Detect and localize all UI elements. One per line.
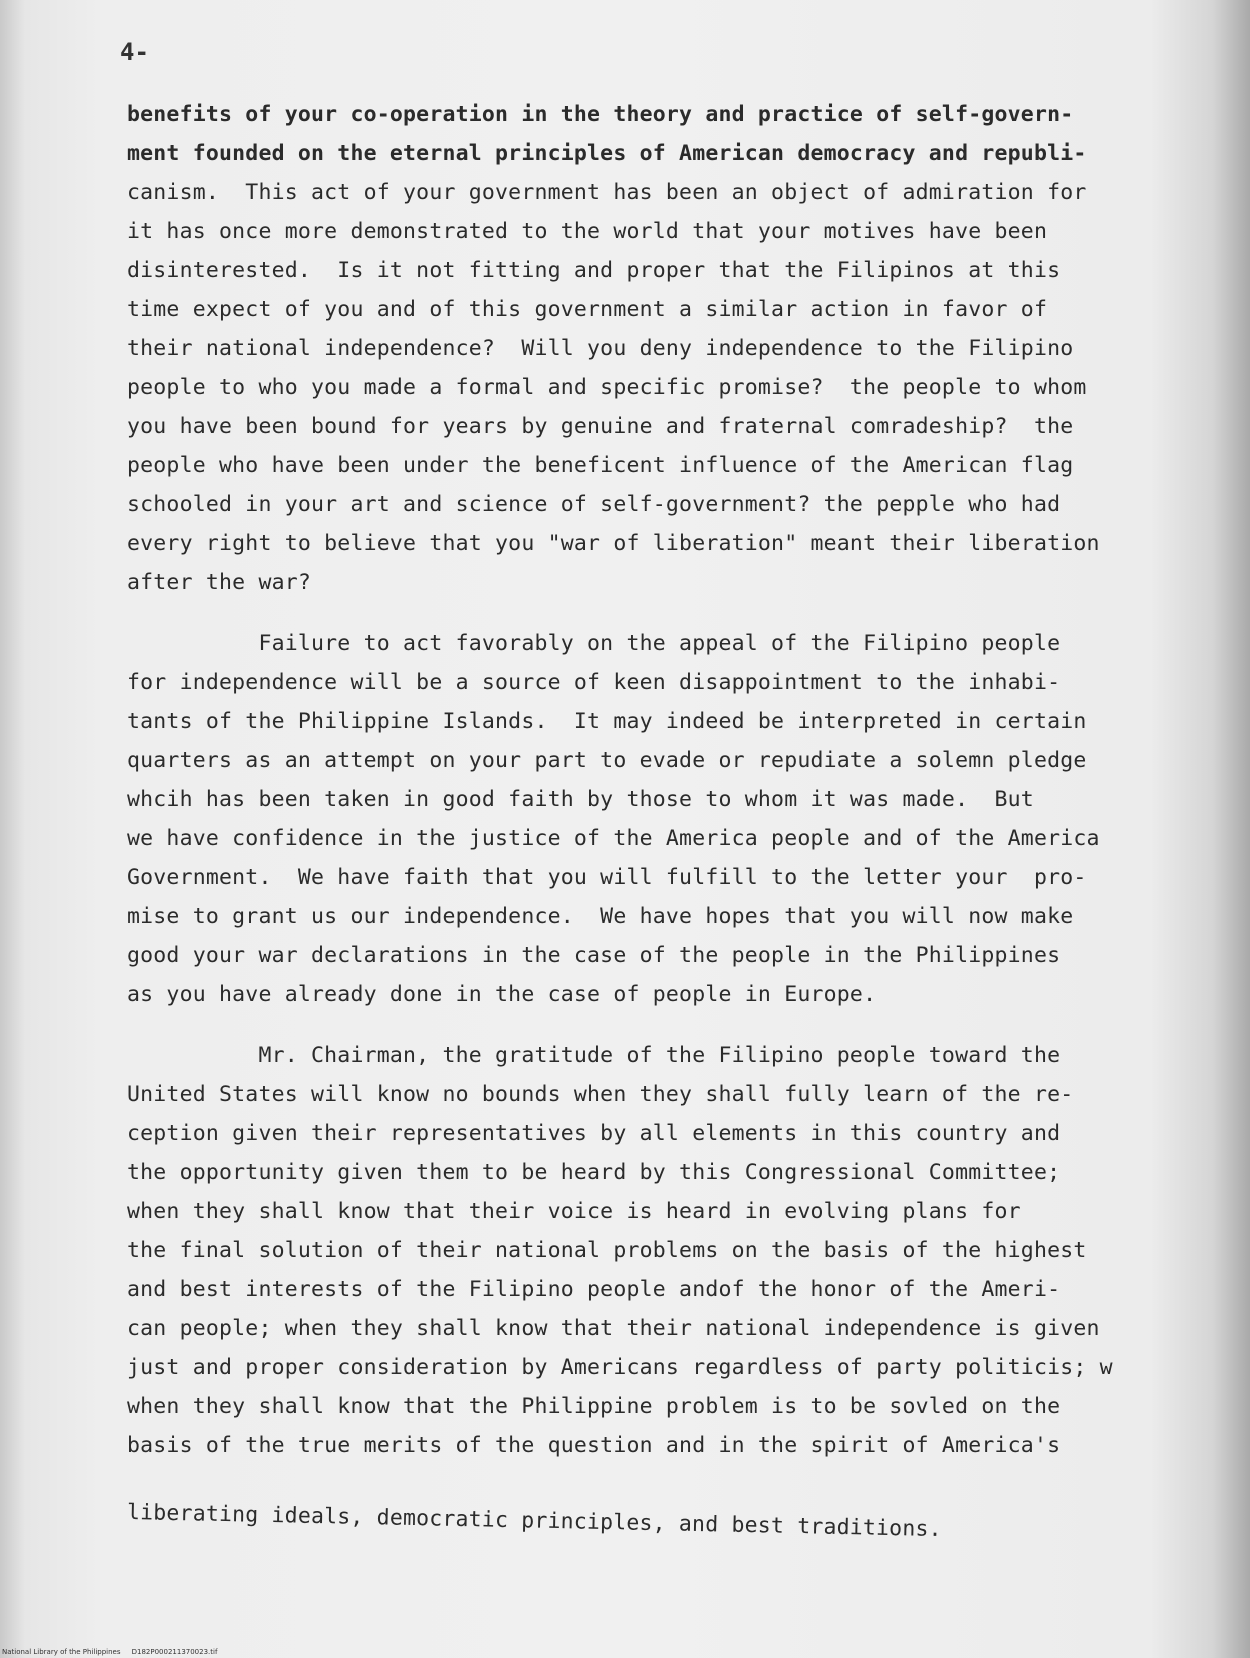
text-line: United States will know no bounds when they shall fully learn of the re- [127, 1082, 1074, 1107]
text-line: you have been bound for years by genuine and fraternal comradeship? the [127, 414, 1074, 439]
text-line: every right to believe that you "war of liberation" meant their liberation [127, 531, 1100, 556]
text-line: ception given their representatives by all elements in this country and [127, 1121, 1061, 1146]
text-line: time expect of you and of this government a similar action in favor of [127, 297, 1048, 322]
text-line: people who have been under the beneficent influence of the American flag [127, 453, 1074, 478]
text-line: mise to grant us our independence. We have hopes that you will now make [127, 904, 1074, 929]
text-line: Government. We have faith that you will fulfill to the letter your pro- [127, 865, 1087, 890]
text-line: Mr. Chairman, the gratitude of the Filipino people toward the [127, 1043, 1061, 1068]
text-line: and best interests of the Filipino people andof the honor of the Ameri- [127, 1277, 1061, 1302]
text-line: tants of the Philippine Islands. It may indeed be interpreted in certain [127, 709, 1087, 734]
text-line: people to who you made a formal and specific promise? the people to whom [127, 375, 1087, 400]
text-line: liberating ideals, democratic principles, and best traditions. [126, 1500, 943, 1543]
text-line: the final solution of their national problems on the basis of the highest [127, 1238, 1087, 1263]
text-line: good your war declarations in the case of the people in the Philippines [127, 943, 1061, 968]
text-line: we have confidence in the justice of the America people and of the America [127, 826, 1100, 851]
scan-footer: National Library of the Philippines D182P000211370023.tif [2, 1648, 218, 1656]
text-line: as you have already done in the case of people in Europe. [127, 982, 877, 1007]
text-line: whcih has been taken in good faith by those to whom it was made. But [127, 787, 1034, 812]
text-line: can people; when they shall know that their national independence is given [127, 1316, 1100, 1341]
text-line: basis of the true merits of the question and in the spirit of America's [127, 1433, 1061, 1458]
text-line: canism. This act of your government has been an object of admiration for [127, 180, 1087, 205]
text-line: for independence will be a source of keen disappointment to the inhabi- [127, 670, 1061, 695]
text-line: ment founded on the eternal principles of American democracy and republi- [127, 141, 1087, 166]
text-line: when they shall know that their voice is heard in evolving plans for [127, 1199, 1021, 1224]
text-line: the opportunity given them to be heard by this Congressional Committee; [127, 1160, 1061, 1185]
text-line: schooled in your art and science of self-government? the pepple who had [127, 492, 1061, 517]
text-line: when they shall know that the Philippine problem is to be sovled on the [127, 1394, 1061, 1419]
text-line: Failure to act favorably on the appeal of the Filipino people [127, 631, 1061, 656]
text-line: quarters as an attempt on your part to evade or repudiate a solemn pledge [127, 748, 1087, 773]
text-line: after the war? [127, 570, 312, 595]
text-line: just and proper consideration by Americans regardless of party politicis; w [127, 1355, 1113, 1380]
text-line: disinterested. Is it not fitting and proper that the Filipinos at this [127, 258, 1061, 283]
page-number: 4- [120, 38, 149, 66]
text-line: benefits of your co-operation in the theory and practice of self-govern- [127, 102, 1074, 127]
text-line: their national independence? Will you deny independence to the Filipino [127, 336, 1074, 361]
text-line: it has once more demonstrated to the world that your motives have been [127, 219, 1048, 244]
